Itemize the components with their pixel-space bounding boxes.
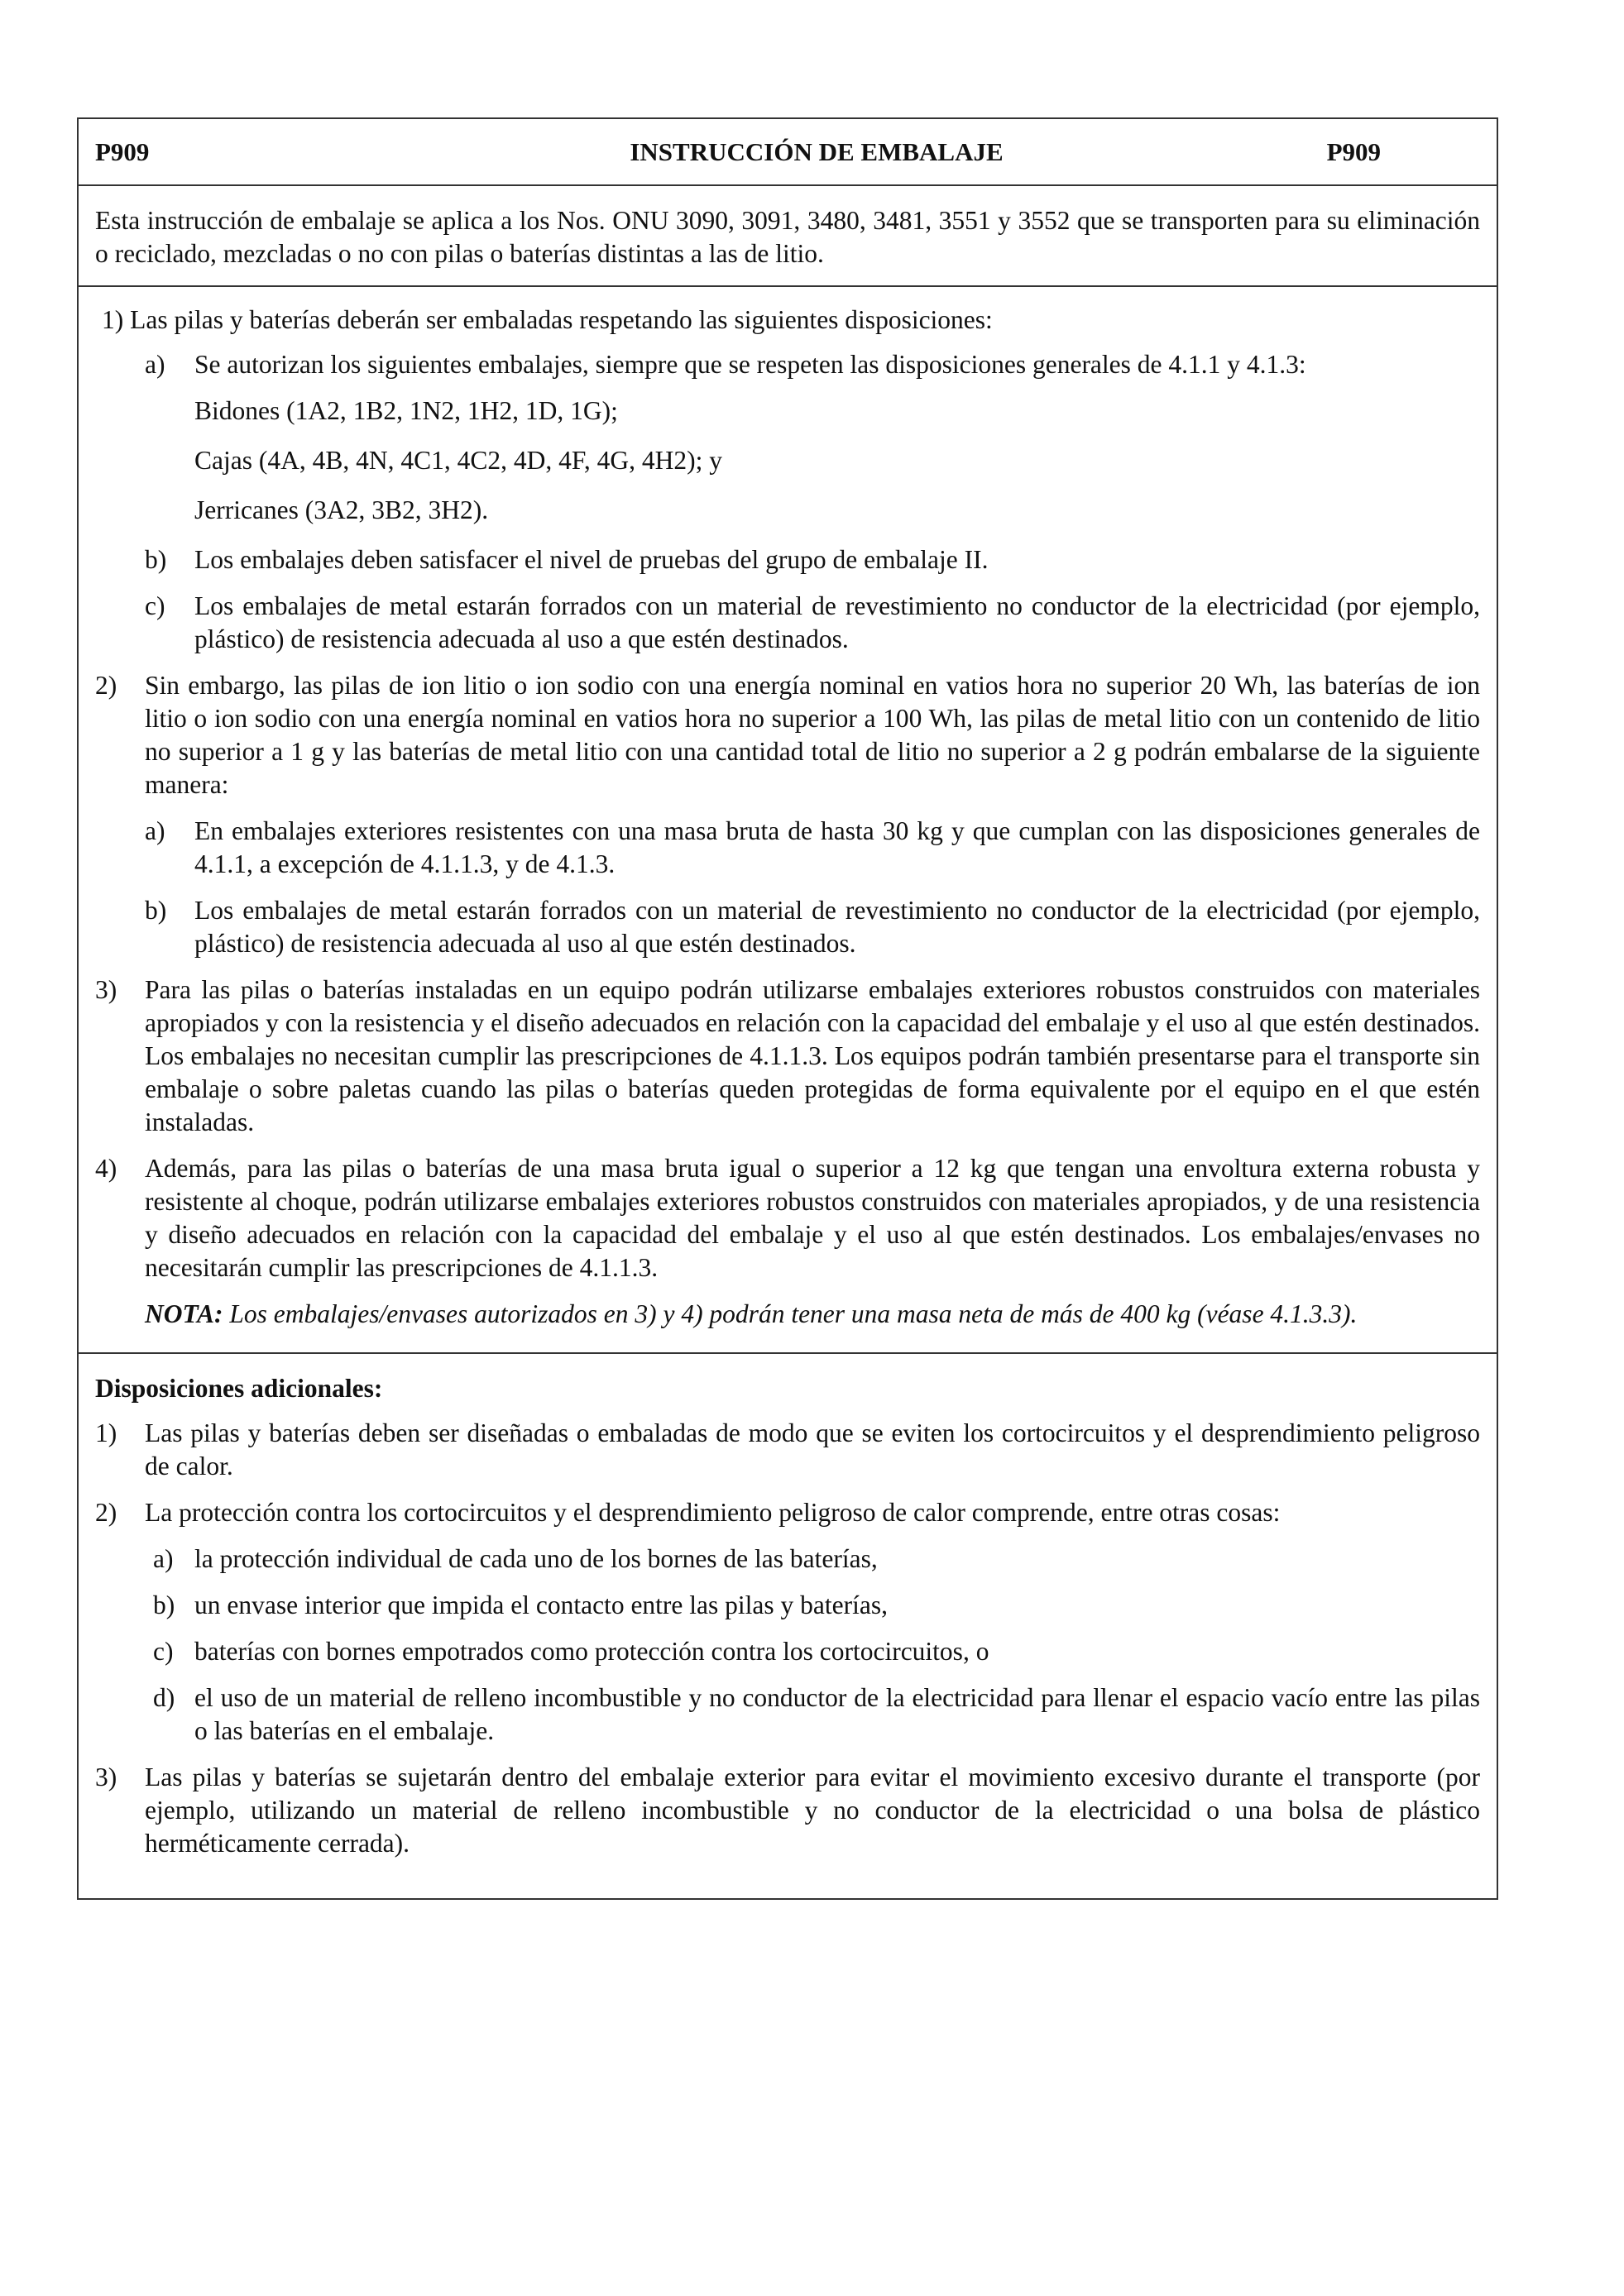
header-row: [79, 119, 1497, 186]
list-number: 4): [95, 1154, 117, 1183]
section-2-a: [145, 815, 1480, 881]
instruction-code-left: P909: [95, 136, 150, 166]
additional-3: [95, 1761, 1480, 1860]
list-letter: b): [145, 896, 167, 925]
main-provisions-row: [79, 287, 1497, 1354]
scope-row: [79, 186, 1497, 287]
list-number: 2): [95, 1498, 117, 1527]
list-text: En embalajes exteriores resistentes con una masa bruta de hasta 30 kg y que cumplan con las disposiciones generales de 4.1.1, a excepción de 4.1.1.3, y de 4.1.3.: [194, 816, 1480, 878]
section-2-b: [145, 894, 1480, 960]
list-letter: b): [153, 1590, 175, 1619]
list-text: Sin embargo, las pilas de ion litio o ion sodio con una energía nominal en vatios hora no superior 20 Wh, las baterías de ion litio o ion sodio con una energía nominal en vatios hora no superior a 100 Wh, las pilas de metal litio con un contenido de litio no superior a 1 g y las baterías de metal litio con una cantidad total de litio no superior a 2 g podrán embalarse de la siguiente manera:: [145, 671, 1480, 799]
list-text: baterías con bornes empotrados como protección contra los cortocircuitos, o: [194, 1637, 989, 1666]
list-letter: a): [153, 1544, 174, 1573]
additional-2: [95, 1496, 1480, 1529]
packaging-drums: Bidones (1A2, 1B2, 1N2, 1H2, 1D, 1G);: [194, 396, 618, 425]
scope-text: Esta instrucción de embalaje se aplica a los Nos. ONU 3090, 3091, 3480, 3481, 3551 y 3552 que se transporten para su eliminación o reciclado, mezcladas o no con pilas o baterías distintas a las de litio.: [95, 206, 1480, 268]
packaging-jerricans: Jerricanes (3A2, 3B2, 3H2).: [194, 495, 489, 524]
list-text: Además, para las pilas o baterías de una masa bruta igual o superior a 12 kg que tengan una envoltura externa robusta y resistente al choque, podrán utilizarse embalajes exteriores robustos construidos con materiales apropiados, y de una resistencia y diseño adecuados en relación con la capacidad del embalaje y el uso al que estén destinados. Los embalajes/envases no necesitarán cumplir las prescripciones de 4.1.1.3.: [145, 1154, 1480, 1282]
list-letter: c): [153, 1637, 174, 1666]
section-2: [95, 669, 1480, 801]
section-1-c: [145, 590, 1480, 656]
additional-provisions-row: [79, 1354, 1497, 1898]
list-text: Los embalajes de metal estarán forrados con un material de revestimiento no conductor de la electricidad (por ejemplo, plástico) de resistencia adecuada al uso a que estén destinados.: [194, 591, 1480, 653]
list-text: Se autorizan los siguientes embalajes, siempre que se respeten las disposiciones generales de 4.1.1 y 4.1.3:: [194, 350, 1306, 379]
note: [145, 1298, 1480, 1331]
list-letter: b): [145, 545, 167, 574]
list-text: Las pilas y baterías se sujetarán dentro del embalaje exterior para evitar el movimiento excesivo durante el transporte (por ejemplo, utilizando un material de relleno incombustible y no conductor de la electricidad o una bolsa de plástico herméticamente cerrada).: [145, 1763, 1480, 1858]
additional-2-a: [153, 1543, 1480, 1576]
section-1-b: [145, 543, 1480, 576]
additional-2-c: [153, 1635, 1480, 1668]
packaging-boxes: Cajas (4A, 4B, 4N, 4C1, 4C2, 4D, 4F, 4G, 4H2); y: [194, 446, 722, 475]
list-number: 3): [95, 1763, 117, 1791]
list-text: la protección individual de cada uno de los bornes de las baterías,: [194, 1544, 878, 1573]
note-text: Los embalajes/envases autorizados en 3) y 4) podrán tener una masa neta de más de 400 kg (véase 4.1.3.3).: [229, 1299, 1358, 1328]
additional-2-d: [153, 1681, 1480, 1748]
list-number: 2): [95, 671, 117, 700]
packing-instruction-table: [77, 117, 1498, 1900]
list-number: 1): [95, 1418, 117, 1447]
list-number: 3): [95, 975, 117, 1004]
list-letter: a): [145, 350, 165, 379]
instruction-code-right: P909: [1326, 136, 1381, 166]
list-text: La protección contra los cortocircuitos y el desprendimiento peligroso de calor comprende, entre otras cosas:: [145, 1498, 1281, 1527]
note-label: NOTA:: [145, 1299, 223, 1328]
list-text: Los embalajes de metal estarán forrados con un material de revestimiento no conductor de la electricidad (por ejemplo, plástico) de resistencia adecuada al uso al que estén destinados.: [194, 896, 1480, 958]
section-4: [95, 1152, 1480, 1284]
list-text: el uso de un material de relleno incombustible y no conductor de la electricidad para llenar el espacio vacío entre las pilas o las baterías en el embalaje.: [194, 1683, 1480, 1745]
list-letter: a): [145, 816, 165, 845]
additional-2-b: [153, 1589, 1480, 1622]
section-1-intro: 1) Las pilas y baterías deberán ser embaladas respetando las siguientes disposiciones:: [102, 305, 993, 334]
additional-provisions-title: Disposiciones adicionales:: [95, 1374, 383, 1403]
instruction-title: INSTRUCCIÓN DE EMBALAJE: [630, 136, 1004, 166]
list-text: Para las pilas o baterías instaladas en un equipo podrán utilizarse embalajes exteriores robustos construidos con materiales apropiados y con la resistencia y el diseño adecuados en relación con la capacidad del embalaje y el uso al que estén destinados. Los embalajes no necesitan cumplir las prescripciones de 4.1.1.3. Los equipos podrán también presentarse para el transporte sin embalaje o sobre paletas cuando las pilas o baterías queden protegidas de forma equivalente por el equipo en el que estén instaladas.: [145, 975, 1480, 1136]
additional-1: [95, 1417, 1480, 1483]
section-1-a: [145, 348, 1480, 381]
section-3: [95, 973, 1480, 1139]
list-text: un envase interior que impida el contacto entre las pilas y baterías,: [194, 1590, 888, 1619]
list-text: Las pilas y baterías deben ser diseñadas o embaladas de modo que se eviten los cortocircuitos y el desprendimiento peligroso de calor.: [145, 1418, 1480, 1480]
list-letter: d): [153, 1683, 175, 1712]
list-text: Los embalajes deben satisfacer el nivel de pruebas del grupo de embalaje II.: [194, 545, 989, 574]
list-letter: c): [145, 591, 165, 620]
